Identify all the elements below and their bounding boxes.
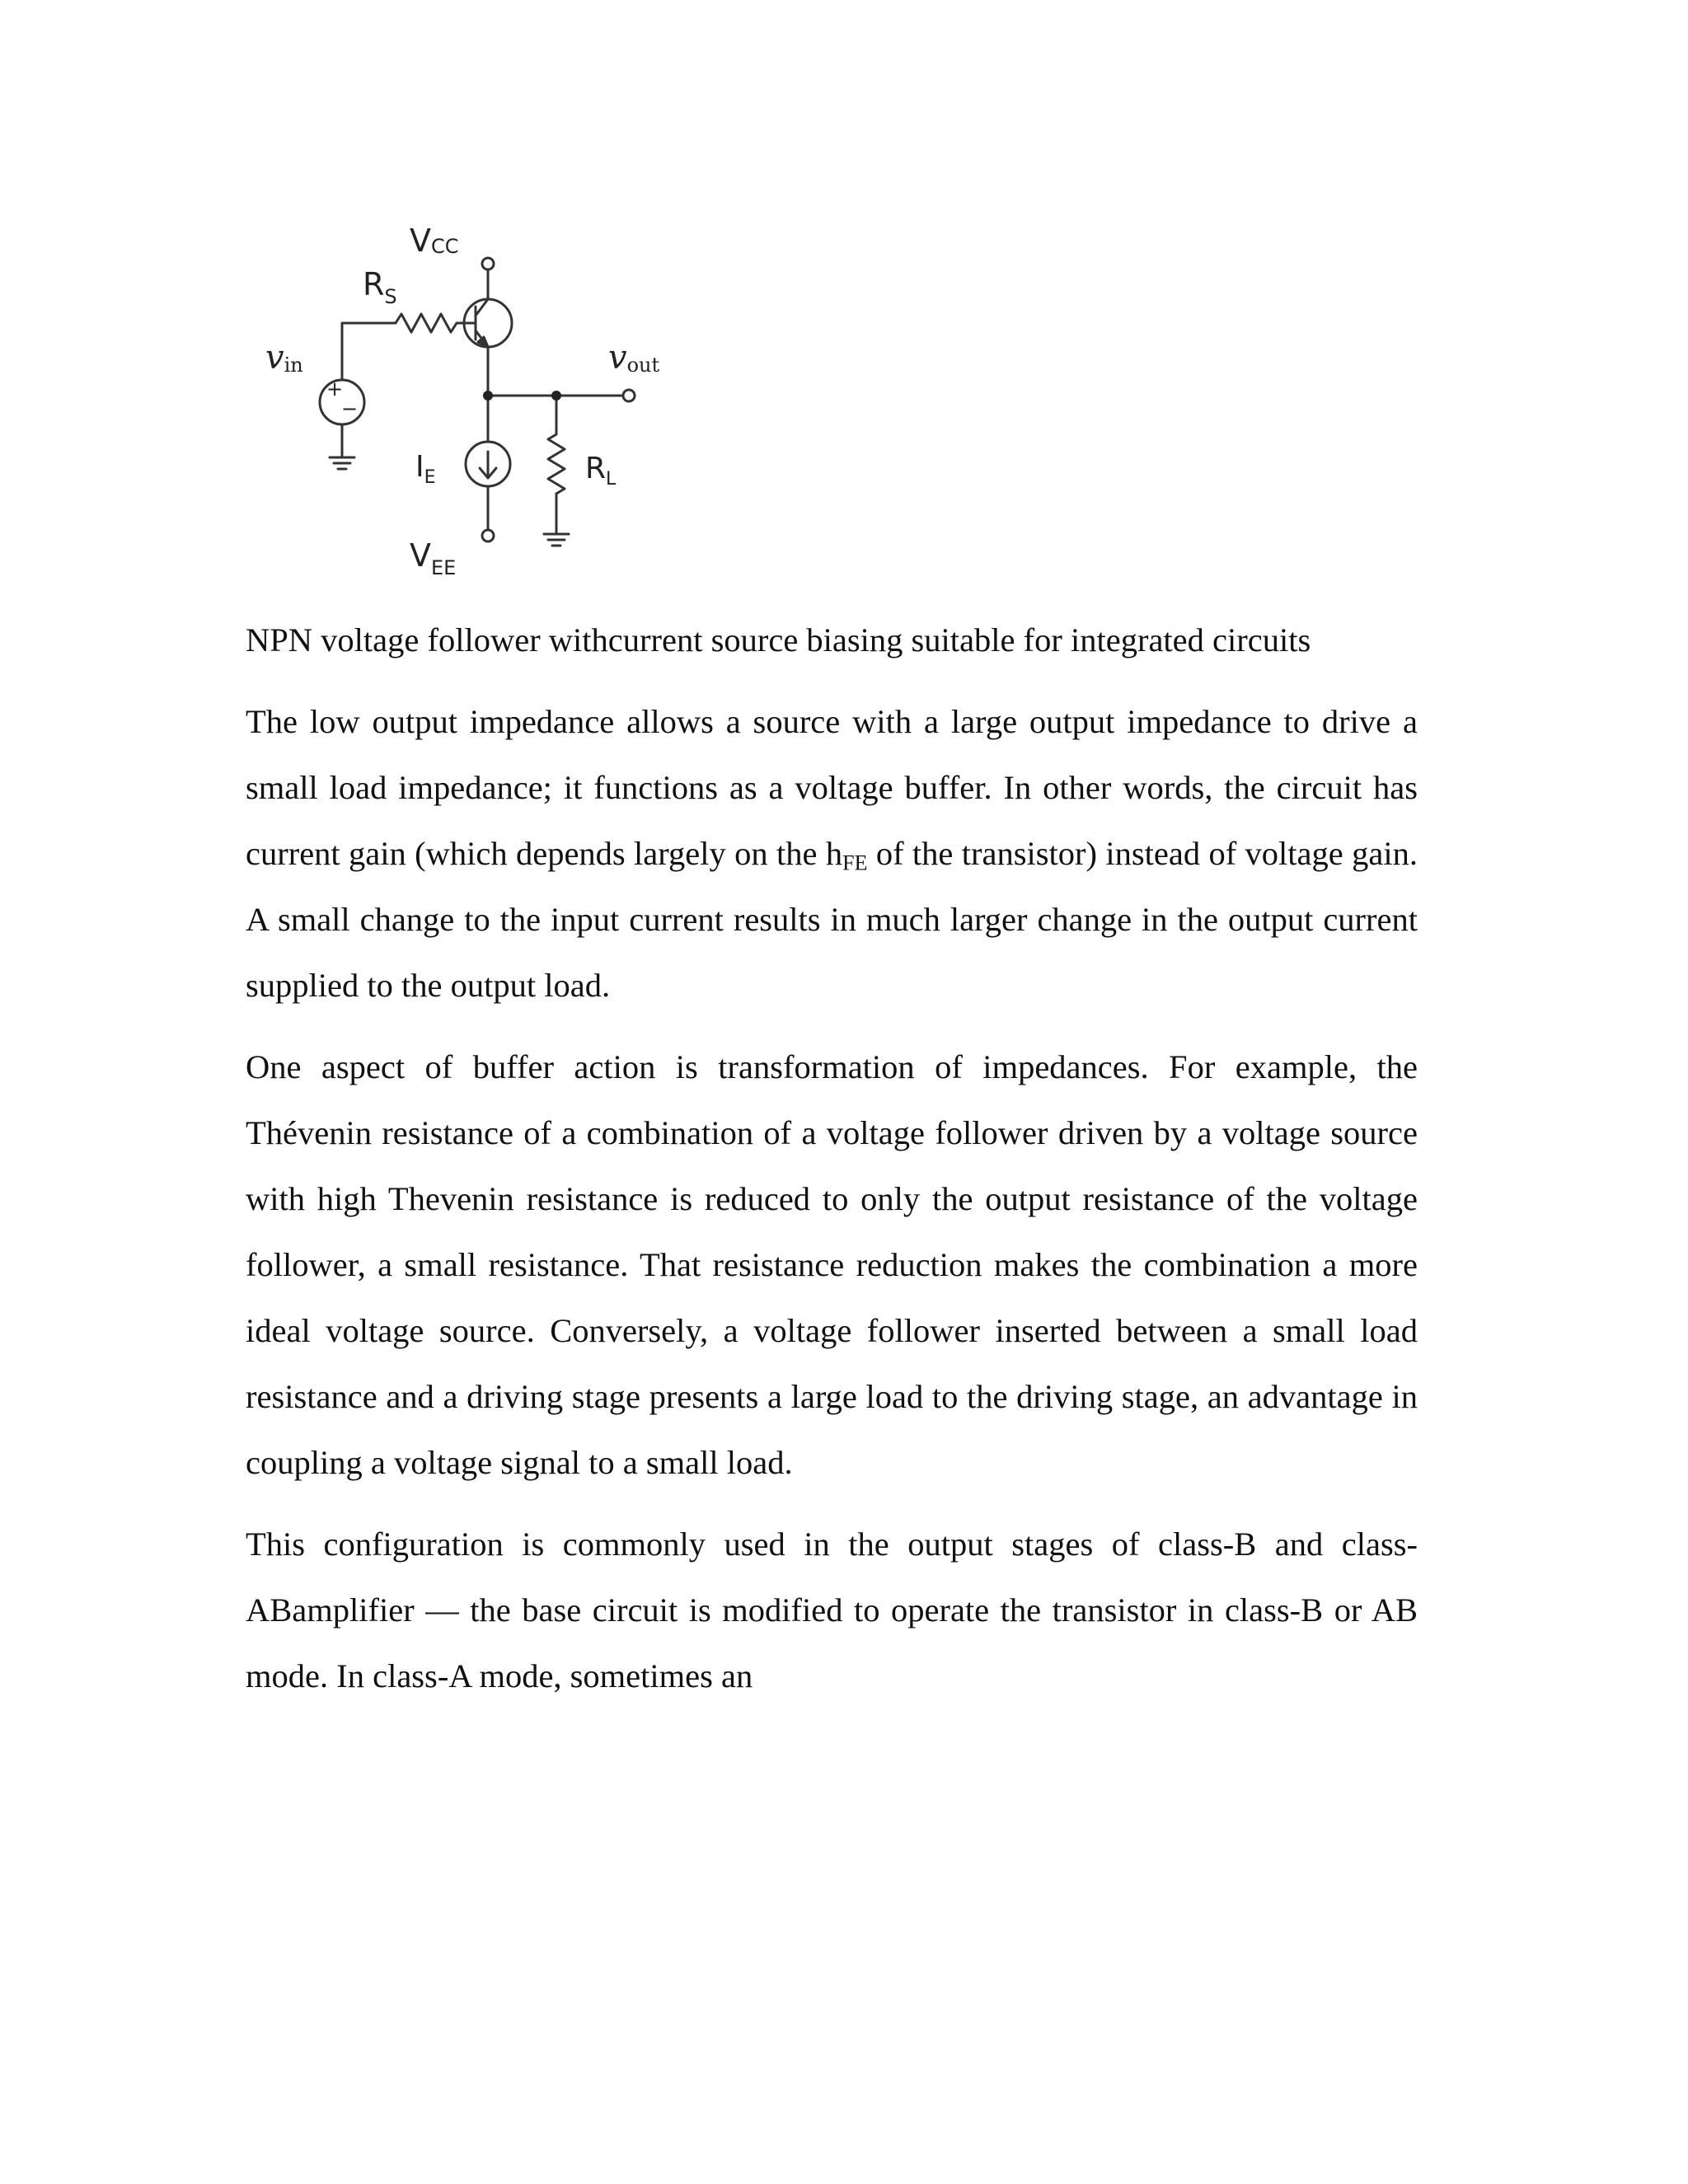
source-resistor-rs (396, 314, 471, 332)
vout-label: vout (608, 339, 660, 377)
paragraph-output-stages: This configuration is commonly used in the output stages of class-B and class-ABamplifier — the base circuit is modified to operate the transistor in class-B or AB mode. In class-A mode, sometimes an (246, 1526, 1418, 1694)
input-ground-symbol (330, 457, 354, 469)
junction-dot-emitter (483, 391, 493, 401)
figure-caption: NPN voltage follower withcurrent source biasing suitable for integrated circuits (246, 621, 1311, 658)
voltage-follower-circuit-diagram (247, 206, 709, 593)
paragraph-2-part-1: The low output impedance allows a source with a large output impedance to drive a small load impedance; it functions as a voltage buffer. In other words, the circuit has current gain (which depends largely on the h (246, 703, 1418, 872)
paragraph-buffer-action: One aspect of buffer action is transformation of impedances. For example, the Thévenin resistance of a combination of a voltage follower driven by a voltage source with high Thevenin resistance is reduced to only the output resistance of the voltage follower, a small resistance. That resistance reduction makes the combination a more ideal voltage source. Conversely, a voltage follower inserted between a small load resistance and a driving stage presents a large load to the driving stage, an advantage in coupling a voltage signal to a small load. (246, 1048, 1418, 1481)
vin-label: vin (265, 339, 303, 377)
emitter-current-source (466, 396, 510, 541)
paragraph-output-impedance (246, 689, 1418, 1019)
npn-transistor (464, 299, 512, 347)
paragraph-2-part-2: of the transistor) instead of voltage gain. A small change to the input current results in much larger change in the output current supplied to the output load. (246, 835, 1418, 1004)
rs-label: $R_S$ (363, 266, 397, 308)
vee-label: $V_{EE}$ (410, 537, 457, 579)
collector-wire (482, 258, 494, 299)
load-resistor-rl (548, 396, 565, 534)
input-wire (342, 323, 396, 363)
vcc-label: VCC (410, 223, 459, 259)
document-body (246, 607, 1418, 1725)
load-ground-symbol (544, 534, 569, 546)
source-plus-sign: + (326, 377, 344, 401)
hfe-subscript: FE (842, 851, 868, 875)
source-minus-sign: − (340, 397, 359, 420)
rl-label: $R_L$ (585, 452, 617, 490)
ie-label: $I_E$ (415, 450, 436, 488)
junction-dot-output (551, 391, 561, 401)
